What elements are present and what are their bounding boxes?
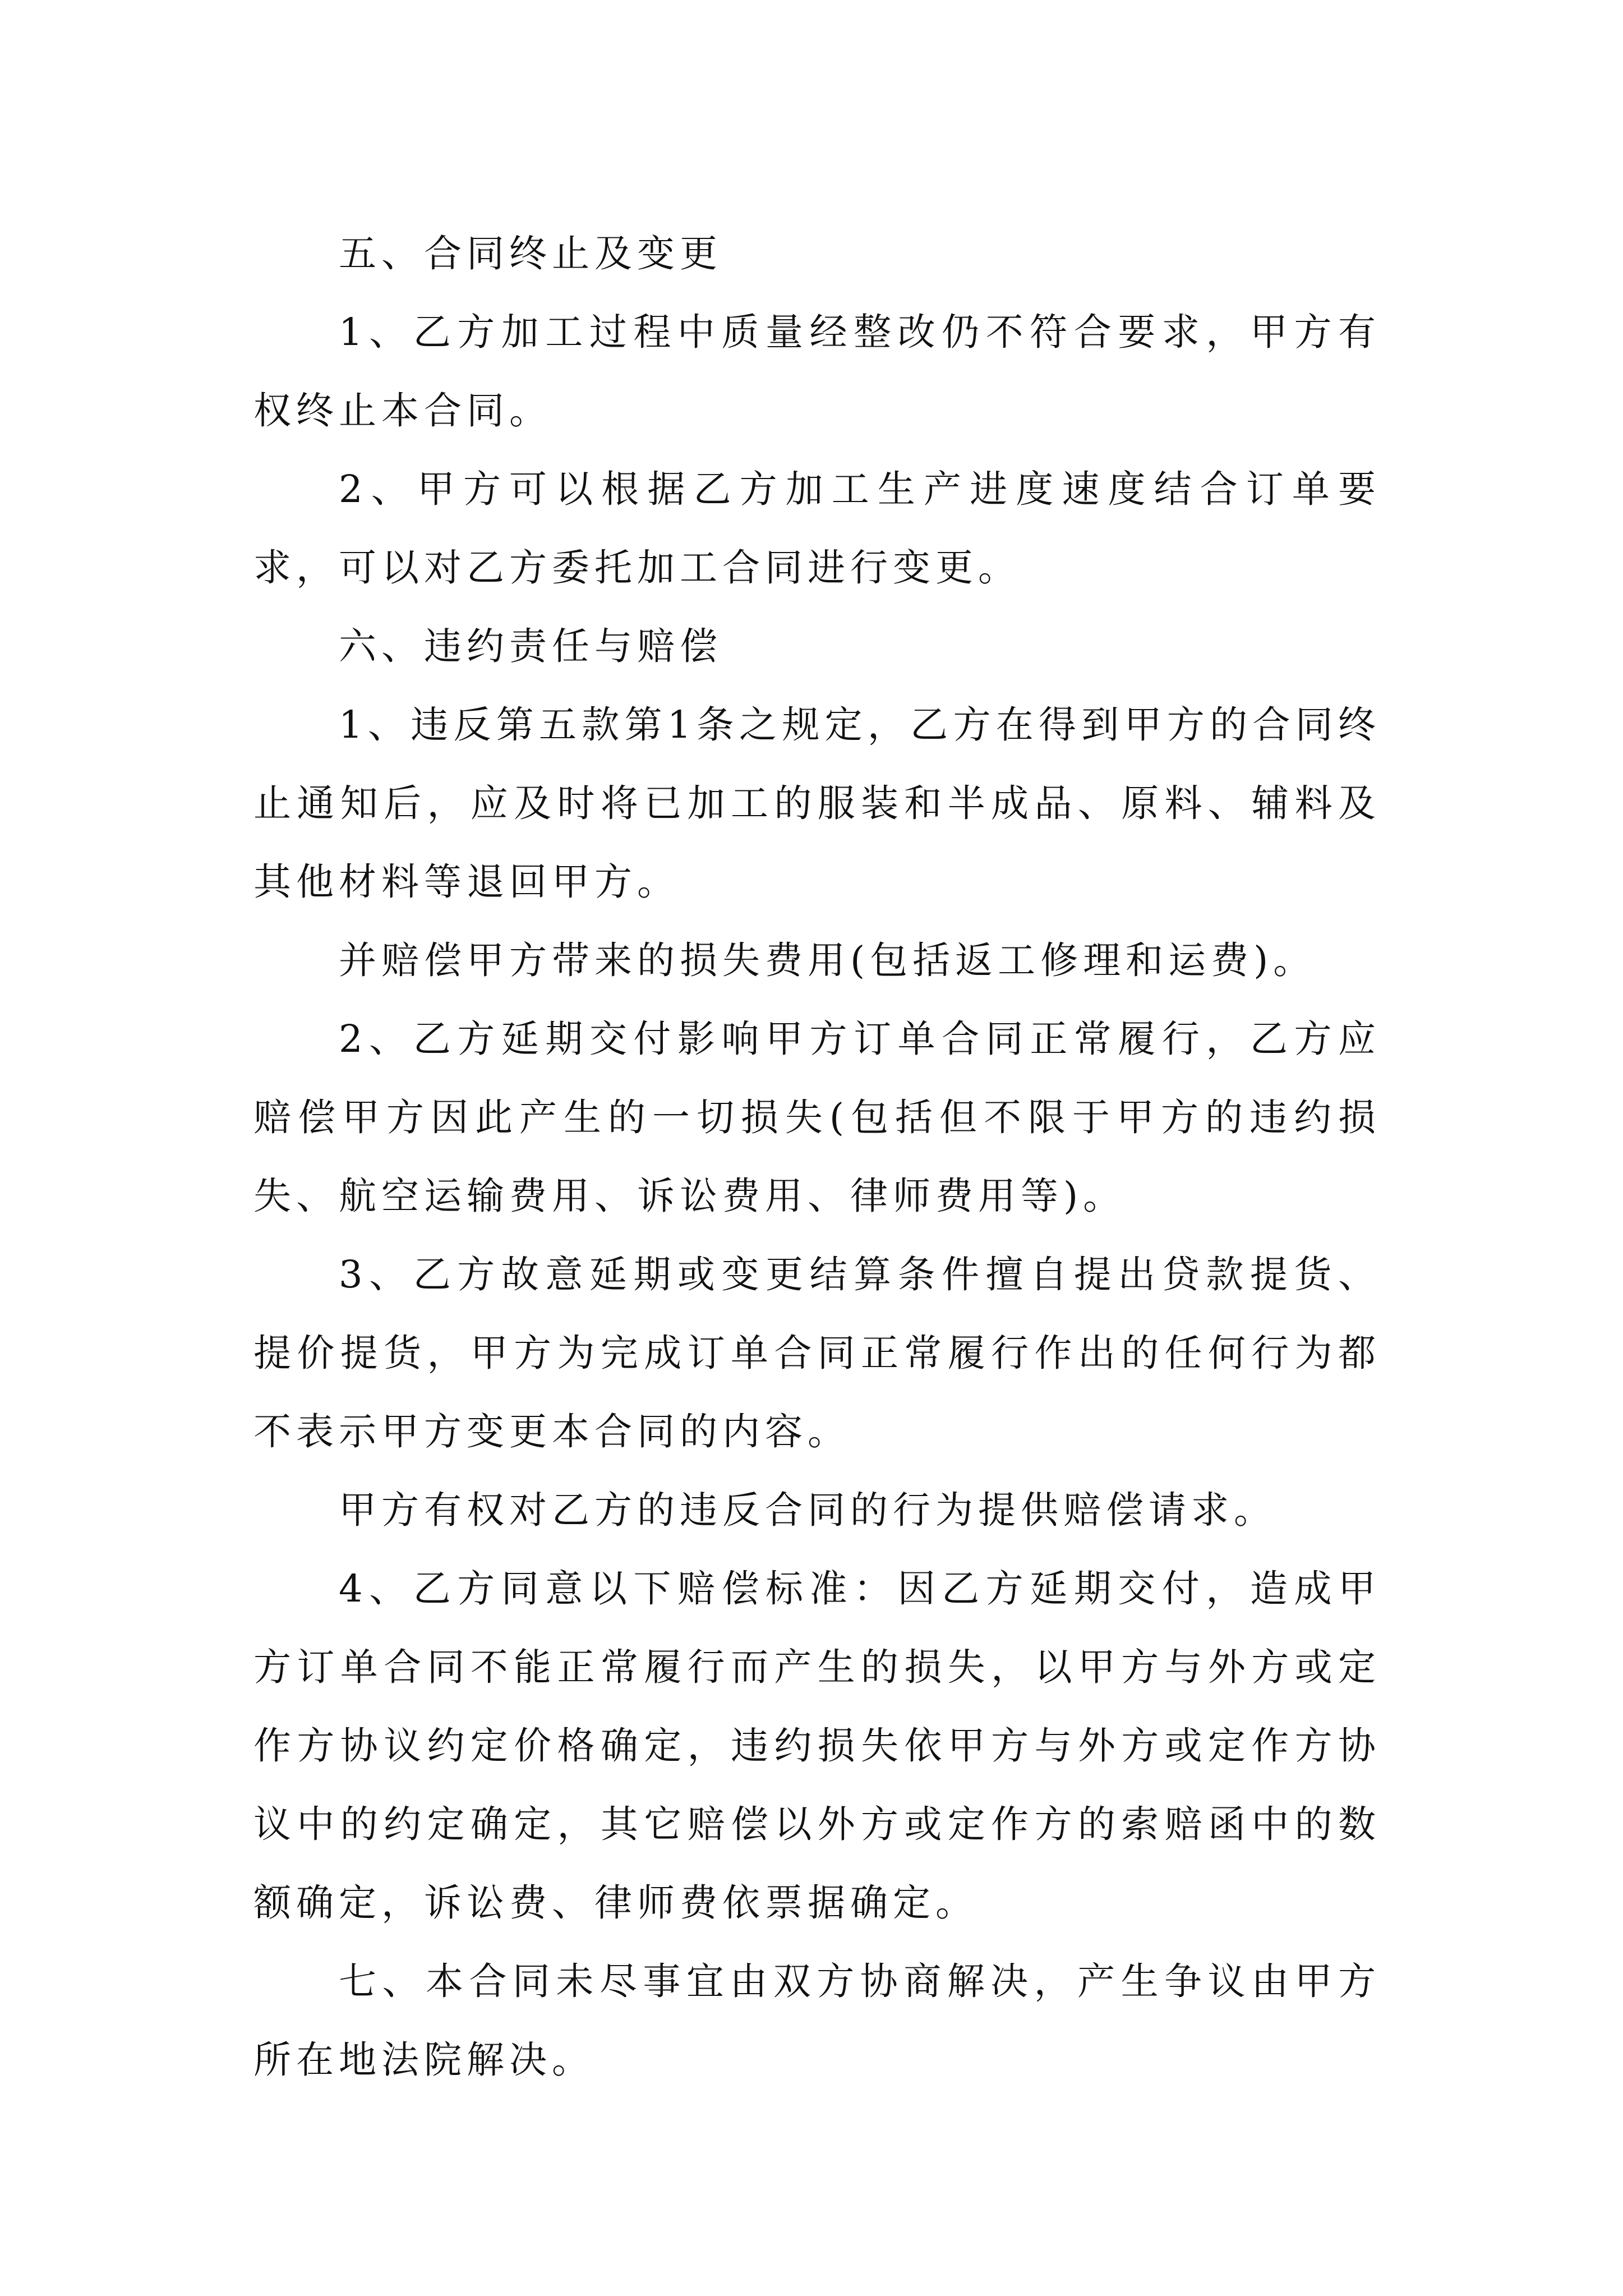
clause-paragraph: 甲方有权对乙方的违反合同的行为提供赔偿请求。 [339, 1488, 1276, 1532]
clause-paragraph: 并赔偿甲方带来的损失费用(包括返工修理和运费)。 [339, 938, 1316, 982]
clause-paragraph: 1、违反第五款第1条之规定，乙方在得到甲方的合同终止通知后，应及时将已加工的服装和半成品、原料、辅料及其他材料等退回甲方。 [253, 703, 1381, 904]
clause-paragraph: 3、乙方故意延期或变更结算条件擅自提出贷款提货、提价提货，甲方为完成订单合同正常履行作出的任何行为都不表示甲方变更本合同的内容。 [253, 1253, 1381, 1453]
section-heading-disputes: 七、本合同未尽事宜由双方协商解决，产生争议由甲方所在地法院解决。 [253, 1959, 1381, 2082]
document-body [253, 214, 1381, 2099]
section-heading-liability: 六、违约责任与赔偿 [339, 624, 722, 668]
section-heading-termination: 五、合同终止及变更 [339, 232, 722, 275]
clause-paragraph: 2、乙方延期交付影响甲方订单合同正常履行，乙方应赔偿甲方因此产生的一切损失(包括但不限于甲方的违约损失、航空运输费用、诉讼费用、律师费用等)。 [253, 1017, 1381, 1218]
clause-paragraph: 1、乙方加工过程中质量经整改仍不符合要求，甲方有权终止本合同。 [253, 310, 1381, 432]
clause-paragraph: 2、甲方可以根据乙方加工生产进度速度结合订单要求，可以对乙方委托加工合同进行变更。 [253, 467, 1381, 590]
clause-paragraph: 4、乙方同意以下赔偿标准：因乙方延期交付，造成甲方订单合同不能正常履行而产生的损失，以甲方与外方或定作方协议约定价格确定，违约损失依甲方与外方或定作方协议中的约定确定，其它赔偿以外方或定作方的索赔函中的数额确定，诉讼费、律师费依票据确定。 [253, 1567, 1381, 1925]
